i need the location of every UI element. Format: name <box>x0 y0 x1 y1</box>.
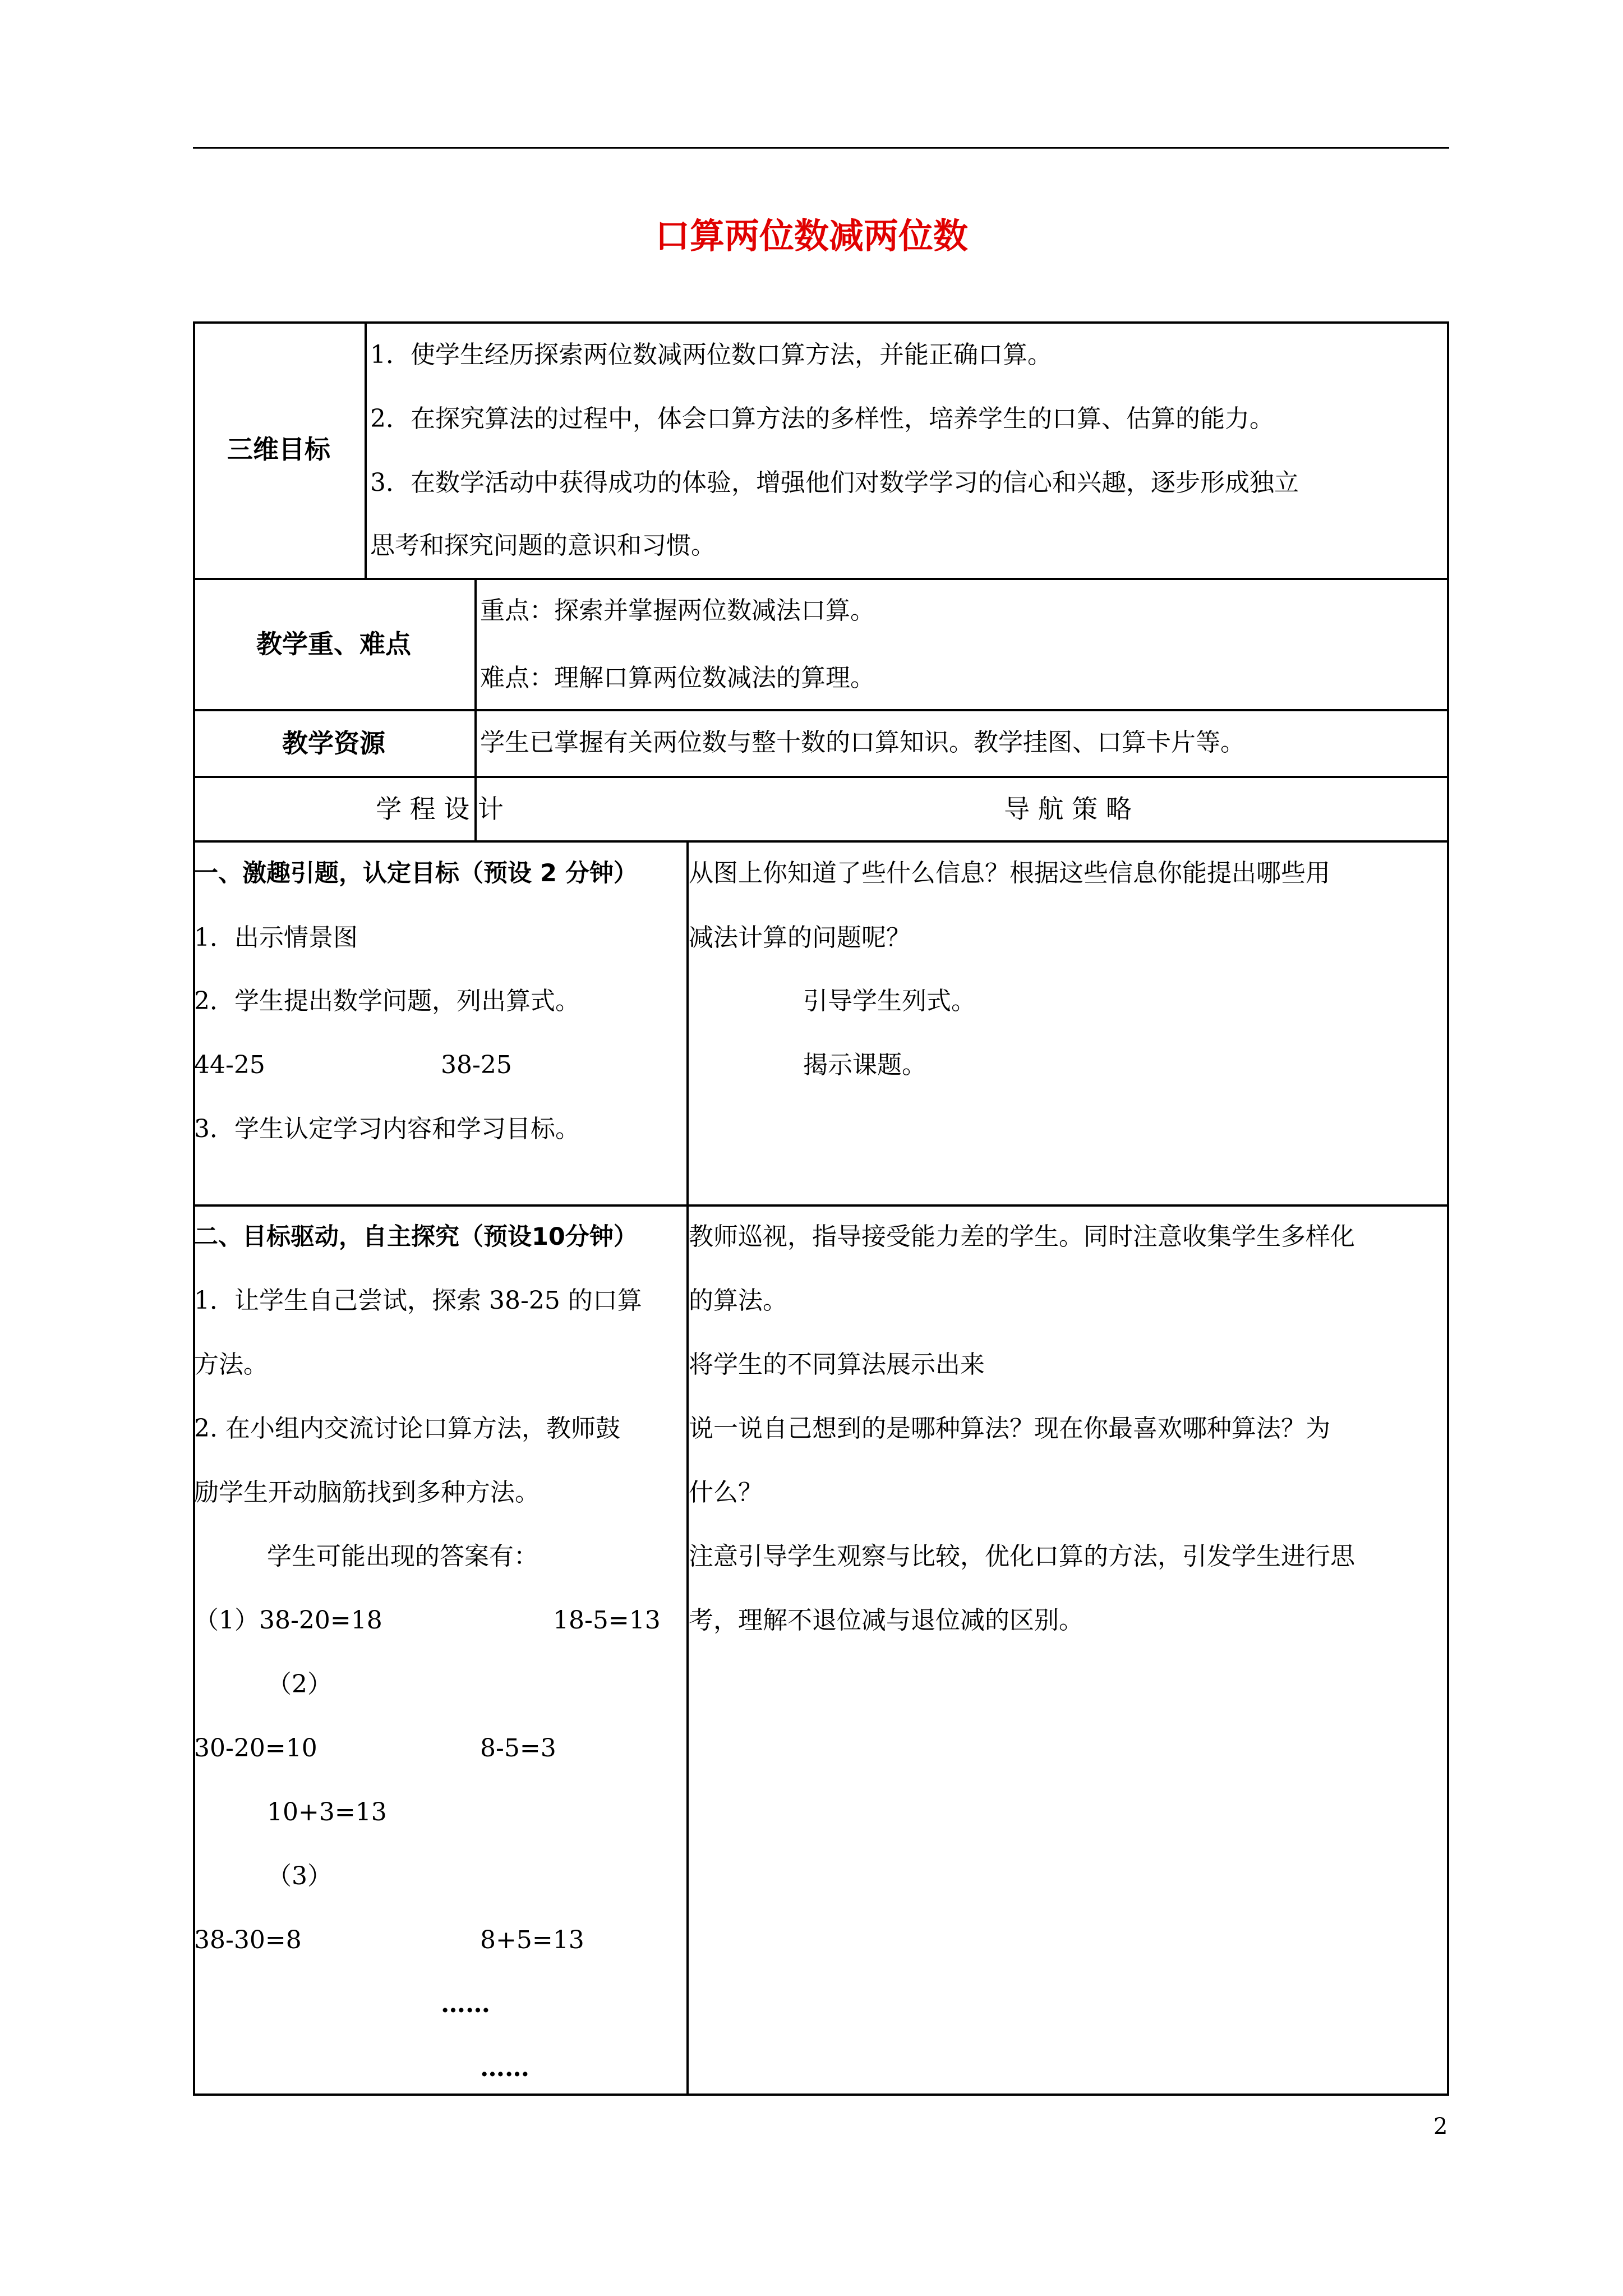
objective-line: 2．在探究算法的过程中，体会口算方法的多样性，培养学生的口算、估算的能力。 <box>370 404 1274 433</box>
answer-equation: 10+3=13 <box>267 1798 387 1826</box>
key-point-line: 重点：探索并掌握两位数减法口算。 <box>480 596 875 625</box>
equation: 44-25 <box>194 1051 265 1079</box>
section1-guide: 减法计算的问题呢？ <box>689 923 911 952</box>
resources-label: 教学资源 <box>282 728 385 758</box>
objective-line: 3．在数学活动中获得成功的体验，增强他们对数学学习的信心和兴趣，逐步形成独立 <box>370 468 1299 497</box>
section2-guide: 注意引导学生观察与比较，优化口算的方法，引发学生进行思 <box>689 1542 1355 1571</box>
section1-line: 3．学生认定学习内容和学习目标。 <box>194 1115 580 1143</box>
answer-equation: （1）38-20=18 <box>194 1606 382 1635</box>
section1-guide: 从图上你知道了些什么信息？根据这些信息你能提出哪些用 <box>689 859 1330 887</box>
row-divider <box>193 578 1449 580</box>
section2-line: 2. 在小组内交流讨论口算方法，教师鼓 <box>194 1414 620 1443</box>
answer-equation: 8+5=13 <box>480 1926 584 1954</box>
column-header-left: 学 程 设 计 <box>376 794 504 824</box>
column-header-right: 导 航 策 略 <box>1004 794 1132 824</box>
section2-line: 1．让学生自己尝试，探索 38-25 的口算 <box>194 1286 642 1315</box>
section1-guide: 引导学生列式。 <box>803 987 976 1015</box>
row-divider <box>193 709 1449 711</box>
row-divider <box>193 840 1449 843</box>
answer-equation: 30-20=10 <box>194 1734 317 1763</box>
equation: 38-25 <box>441 1051 512 1079</box>
section2-guide: 的算法。 <box>689 1286 787 1315</box>
resources-text: 学生已掌握有关两位数与整十数的口算知识。教学挂图、口算卡片等。 <box>480 728 1245 757</box>
row-divider <box>193 1204 1449 1207</box>
header-rule <box>193 147 1449 149</box>
answer-equation: 8-5=3 <box>480 1734 556 1763</box>
section2-line: 励学生开动脑筋找到多种方法。 <box>194 1478 540 1507</box>
col-divider <box>686 840 689 2096</box>
section2-guide: 教师巡视，指导接受能力差的学生。同时注意收集学生多样化 <box>689 1222 1355 1251</box>
section2-line: 学生可能出现的答案有： <box>267 1542 538 1571</box>
section1-heading: 一、激趣引题，认定目标（预设 2 分钟） <box>194 859 638 887</box>
objective-line: 思考和探究问题的意识和习惯。 <box>370 531 716 560</box>
ellipsis: …… <box>480 2054 529 2082</box>
ellipsis: …… <box>441 1990 490 2018</box>
section2-guide: 什么？ <box>689 1478 763 1507</box>
page-number: 2 <box>1433 2114 1448 2139</box>
section1-line: 2．学生提出数学问题，列出算式。 <box>194 987 580 1015</box>
page-title: 口算两位数减两位数 <box>654 215 968 256</box>
objective-line: 1．使学生经历探索两位数减两位数口算方法，并能正确口算。 <box>370 341 1052 369</box>
answer-equation: 18-5=13 <box>553 1606 661 1635</box>
row-divider <box>193 776 1449 778</box>
section2-line: 方法。 <box>194 1350 268 1379</box>
section2-guide: 考，理解不退位减与退位减的区别。 <box>689 1606 1083 1635</box>
section1-guide: 揭示课题。 <box>803 1051 926 1079</box>
lesson-table <box>193 321 1449 2096</box>
key-points-label: 教学重、难点 <box>256 629 411 659</box>
answer-equation: 38-30=8 <box>194 1926 302 1954</box>
answer-marker: （2） <box>267 1670 332 1699</box>
answer-marker: （3） <box>267 1862 332 1890</box>
section2-guide: 将学生的不同算法展示出来 <box>689 1350 985 1379</box>
objectives-label: 三维目标 <box>227 434 330 464</box>
section1-line: 1．出示情景图 <box>194 923 358 952</box>
section2-heading: 二、目标驱动，自主探究（预设10分钟） <box>194 1223 638 1251</box>
difficulty-line: 难点：理解口算两位数减法的算理。 <box>480 664 875 692</box>
section2-guide: 说一说自己想到的是哪种算法？现在你最喜欢哪种算法？为 <box>689 1414 1330 1443</box>
col-divider <box>365 321 367 578</box>
